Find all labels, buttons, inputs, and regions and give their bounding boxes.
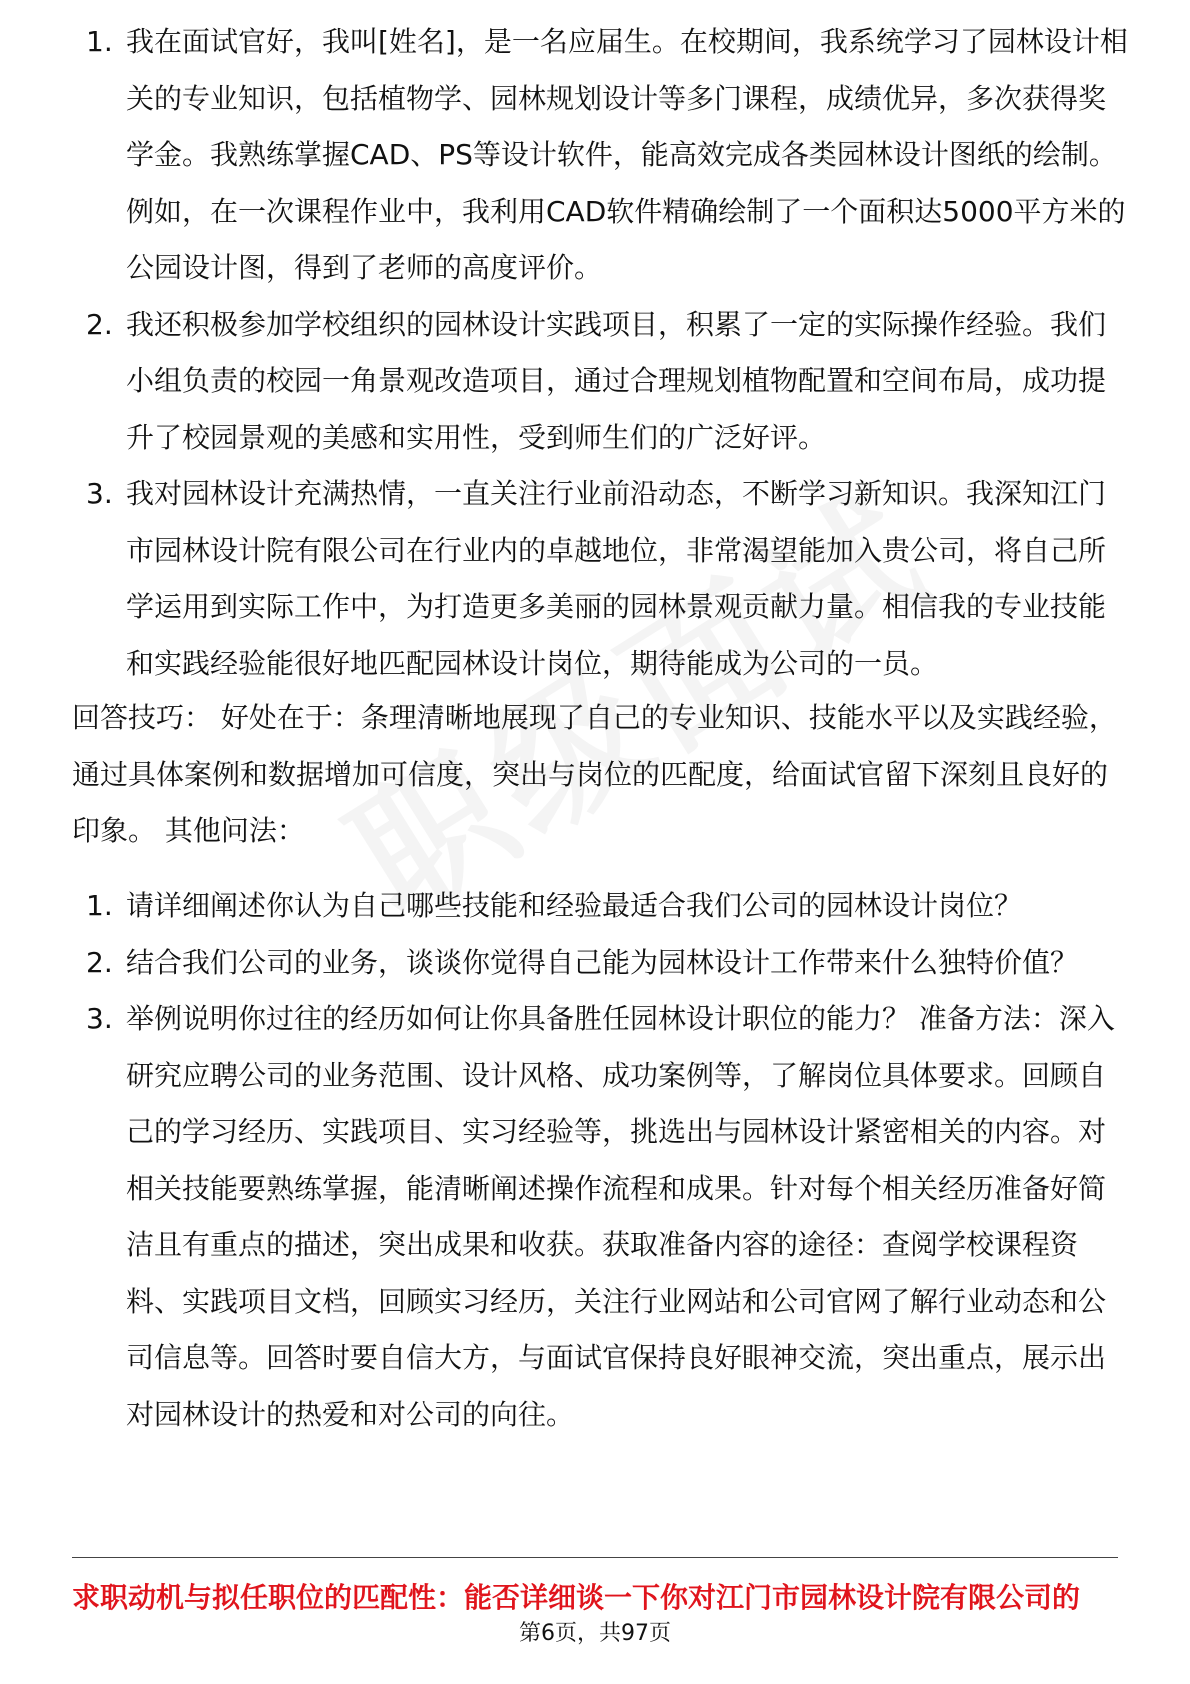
list-number: 3.	[86, 1002, 113, 1035]
list-item	[72, 14, 1132, 297]
list-number: 1.	[86, 889, 113, 922]
list-item	[72, 935, 1132, 992]
list-number: 2.	[86, 945, 113, 979]
list-item	[72, 991, 1132, 1443]
list-number: 1.	[86, 25, 113, 58]
tips-paragraph: 回答技巧： 好处在于：条理清晰地展现了自己的专业知识、技能水平以及实践经验，通过具体案例和数据增加可信度，突出与岗位的匹配度，给面试官留下深刻且良好的印象。 其他问法：	[72, 701, 1117, 847]
list-text: 我在面试官好，我叫[姓名]，是一名应届生。在校期间，我系统学习了园林设计相关的专业知识，包括植物学、园林规划设计等多门课程，成绩优异，多次获得奖学金。我熟练掌握CAD、PS等设计软件，能高效完成各类园林设计图纸的绘制。例如，在一次课程作业中，我利用CAD软件精确绘制了一个面积达5000平方米的公园设计图，得到了老师的高度评价。	[126, 25, 1128, 284]
list-text: 结合我们公司的业务，谈谈你觉得自己能为园林设计工作带来什么独特价值？	[126, 945, 1079, 979]
answer-list	[72, 14, 1132, 692]
list-text: 我对园林设计充满热情，一直关注行业前沿动态，不断学习新知识。我深知江门市园林设计院有限公司在行业内的卓越地位，非常渴望能加入贵公司，将自己所学运用到实际工作中，为打造更多美丽的园林景观贡献力量。相信我的专业技能和实践经验能很好地匹配园林设计岗位，期待能成为公司的一员。	[126, 477, 1107, 680]
alternate-questions-list	[72, 878, 1132, 1443]
list-item	[72, 466, 1132, 692]
divider	[72, 1557, 1118, 1558]
list-item	[72, 297, 1132, 467]
list-text: 我还积极参加学校组织的园林设计实践项目，积累了一定的实际操作经验。我们小组负责的校园一角景观改造项目，通过合理规划植物配置和空间布局，成功提升了校园景观的美感和实用性，受到师生们的广泛好评。	[126, 307, 1107, 454]
list-text: 举例说明你过往的经历如何让你具备胜任园林设计职位的能力？ 准备方法：深入研究应聘公司的业务范围、设计风格、成功案例等，了解岗位具体要求。回顾自己的学习经历、实践项目、实习经验等，挑选出与园林设计紧密相关的内容。对相关技能要熟练掌握，能清晰阐述操作流程和成果。针对每个相关经历准备好简洁且有重点的描述，突出成果和收获。获取准备内容的途径：查阅学校课程资料、实践项目文档，回顾实习经历，关注行业网站和公司官网了解行业动态和公司信息等。回答时要自信大方，与面试官保持良好眼神交流，突出重点，展示出对园林设计的热爱和对公司的向往。	[126, 1002, 1115, 1431]
list-number: 2.	[86, 307, 113, 341]
list-number: 3.	[86, 477, 113, 510]
page-footer: 第6页，共97页	[519, 1621, 671, 1646]
next-question-heading: 求职动机与拟任职位的匹配性：能否详细谈一下你对江门市园林设计院有限公司的	[72, 1581, 1081, 1614]
list-text: 请详细阐述你认为自己哪些技能和经验最适合我们公司的园林设计岗位？	[126, 889, 1023, 922]
list-item	[72, 878, 1132, 935]
